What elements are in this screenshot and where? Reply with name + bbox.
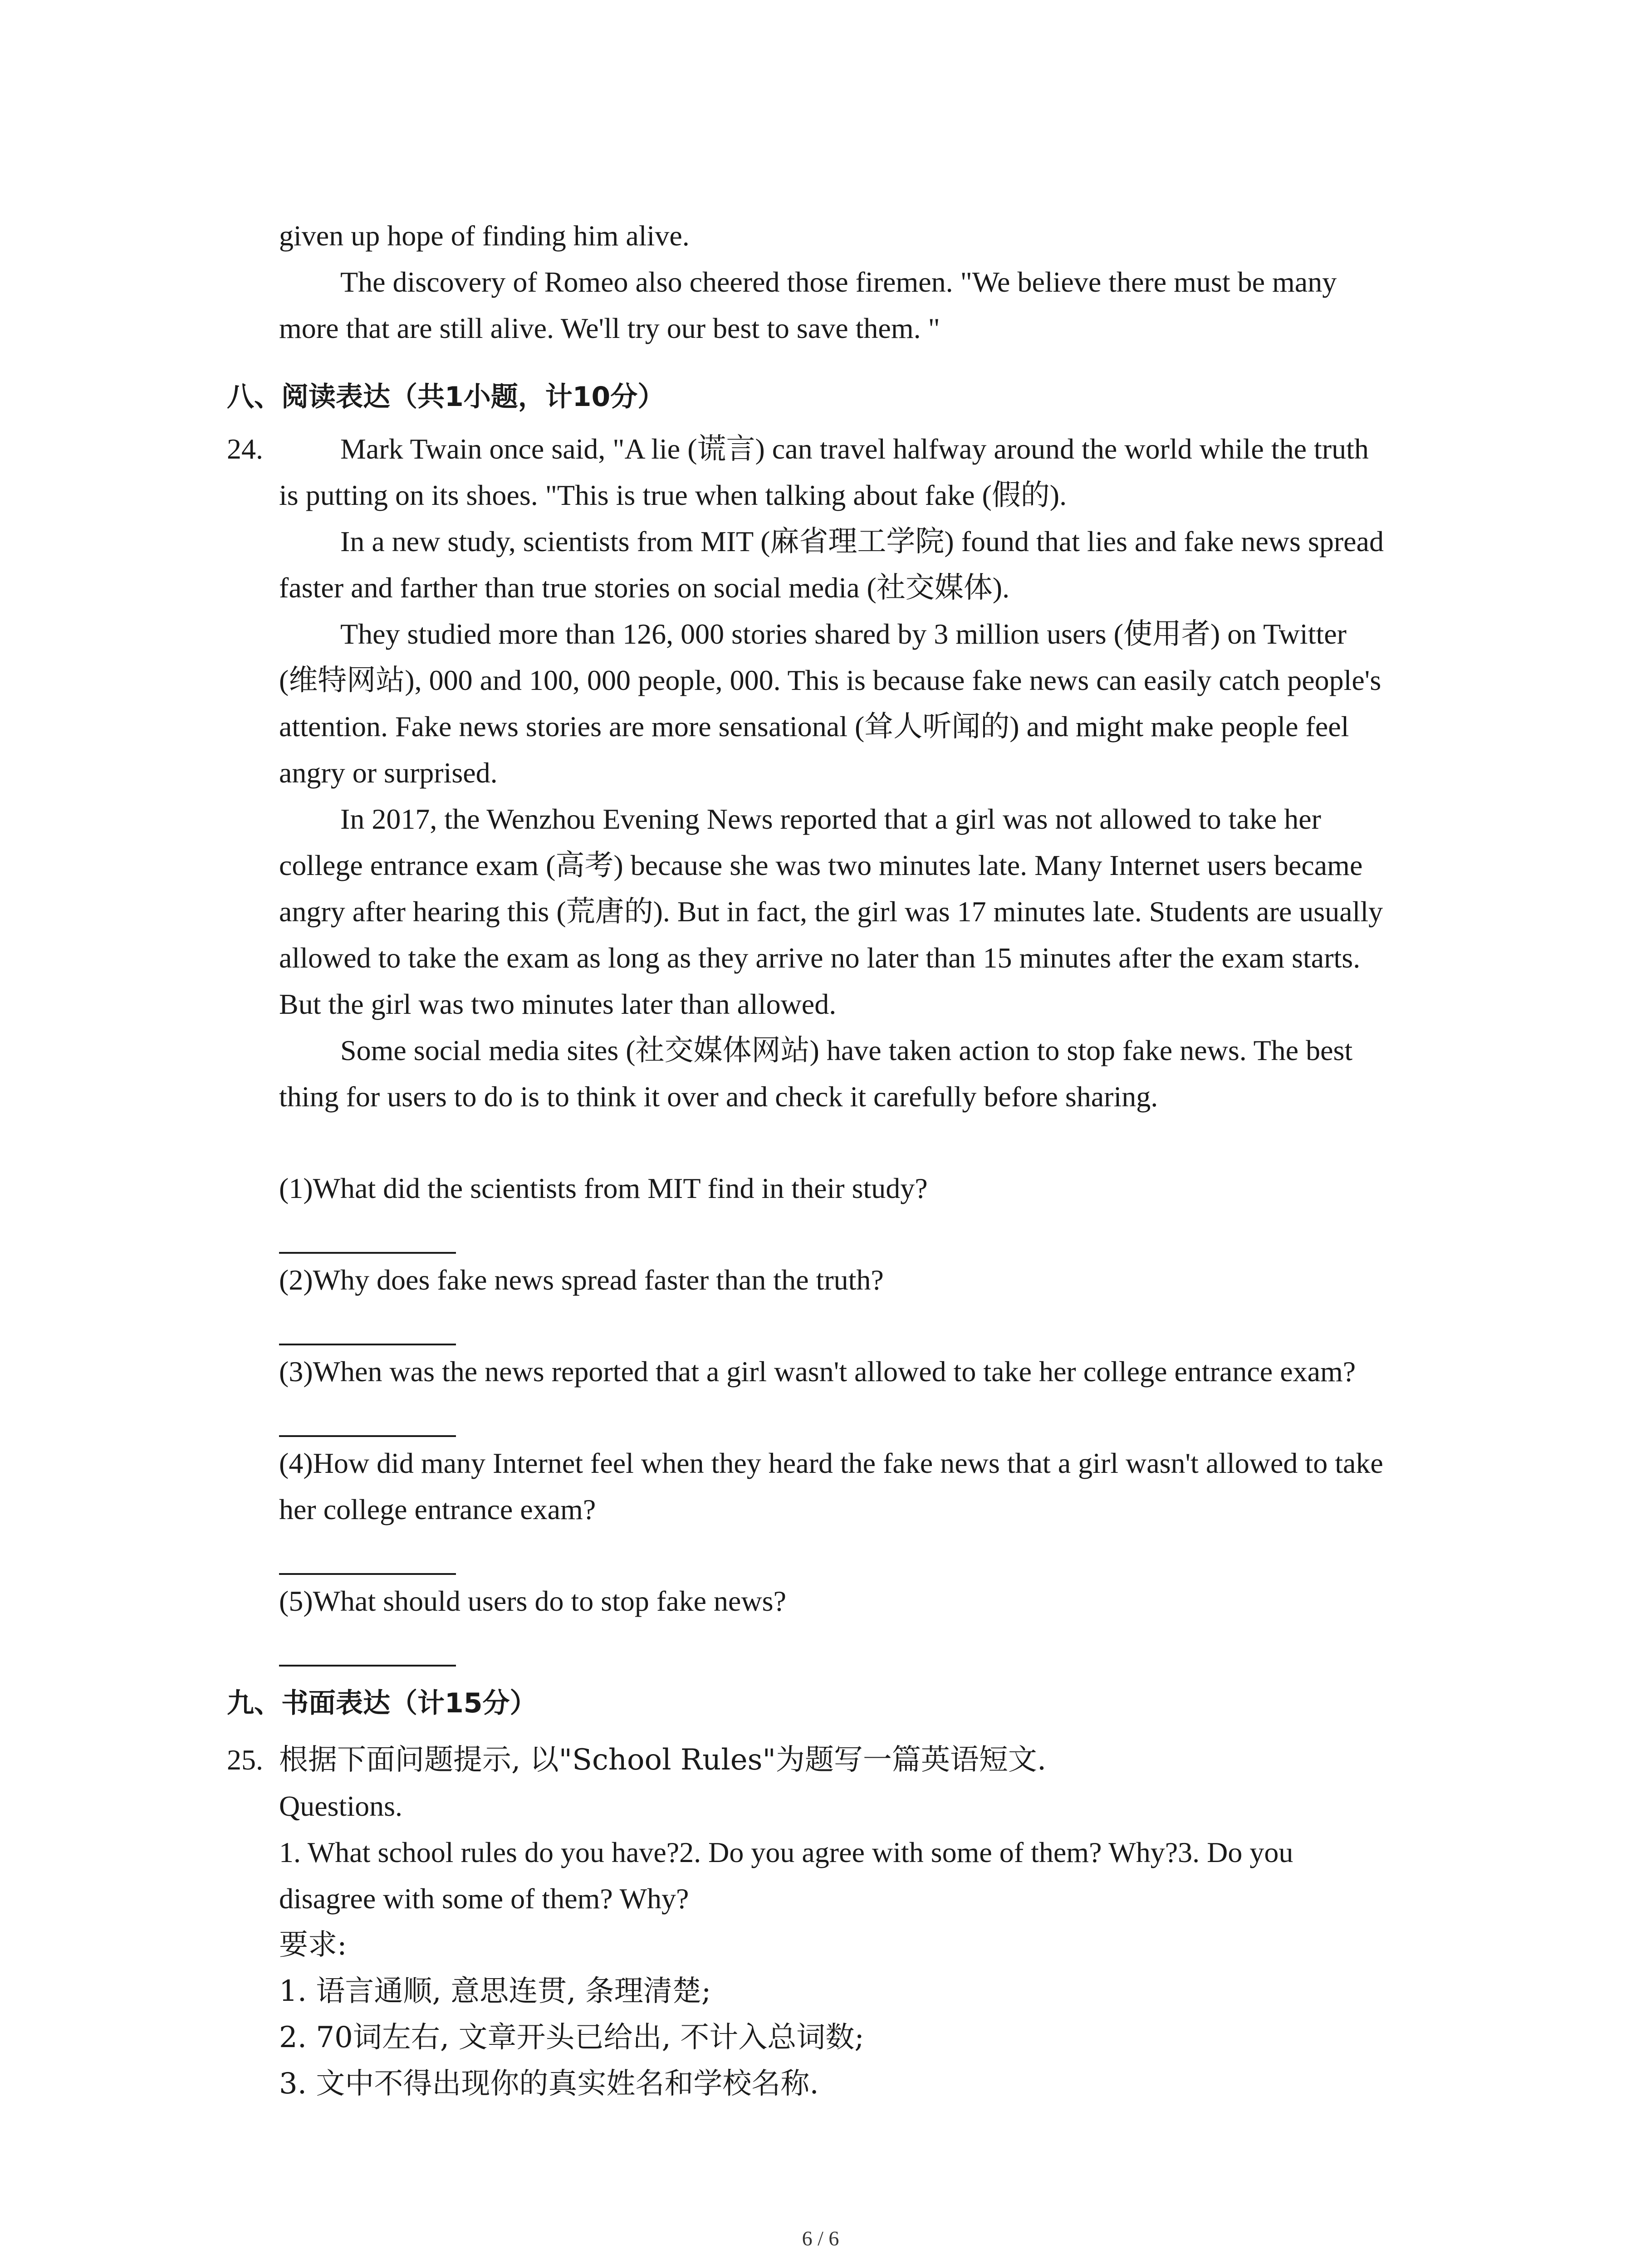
questions-label: Questions. — [279, 1790, 402, 1822]
page-number: 6 / 6 — [802, 2227, 839, 2250]
passage-line: faster and farther than true stories on social media (社交媒体). — [279, 572, 1010, 604]
passage-line: In 2017, the Wenzhou Evening News reported that a girl was not allowed to take her — [340, 803, 1321, 835]
passage-line: thing for users to do is to think it over and check it carefully before sharing. — [279, 1080, 1158, 1113]
passage-line: angry after hearing this (荒唐的). But in fact, the girl was 17 minutes late. Students are usually — [279, 895, 1383, 928]
sub-question-3: (3)When was the news reported that a girl wasn't allowed to take her college entrance exam? — [279, 1355, 1356, 1388]
question-number-25: 25. — [227, 1744, 263, 1776]
answer-blank-5[interactable] — [279, 1665, 456, 1667]
sub-question-1: (1)What did the scientists from MIT find in their study? — [279, 1172, 928, 1204]
section-heading-reading: 八、阅读表达（共1小题，计10分） — [227, 381, 665, 413]
sub-question-4: (4)How did many Internet feel when they heard the fake news that a girl wasn't allowed to take — [279, 1447, 1383, 1479]
section-heading-writing: 九、书面表达（计15分） — [227, 1687, 537, 1719]
writing-question-line: 1. What school rules do you have?2. Do you agree with some of them? Why?3. Do you — [279, 1836, 1293, 1868]
passage-line: But the girl was two minutes later than allowed. — [279, 988, 837, 1020]
continuation-line-2: The discovery of Romeo also cheered those firemen. "We believe there must be many — [340, 266, 1337, 298]
continuation-line-3: more that are still alive. We'll try our best to save them. " — [279, 312, 940, 344]
sub-question-5: (5)What should users do to stop fake news? — [279, 1585, 786, 1617]
requirement-item: 1. 语言通顺, 意思连贯, 条理清楚; — [279, 1975, 711, 2008]
answer-blank-2[interactable] — [279, 1344, 456, 1345]
question-number-24: 24. — [227, 433, 263, 465]
passage-line: Some social media sites (社交媒体网站) have taken action to stop fake news. The best — [340, 1034, 1353, 1066]
writing-prompt: 根据下面问题提示, 以"School Rules"为题写一篇英语短文. — [279, 1743, 1047, 1777]
requirement-item: 2. 70词左右, 文章开头已给出, 不计入总词数; — [279, 2021, 864, 2054]
passage-line: is putting on its shoes. "This is true when talking about fake (假的). — [279, 479, 1067, 511]
requirements-label: 要求: — [279, 1928, 347, 1962]
continuation-line-1: given up hope of finding him alive. — [279, 220, 690, 252]
requirement-item: 3. 文中不得出现你的真实姓名和学校名称. — [279, 2067, 819, 2101]
passage-line: allowed to take the exam as long as they arrive no later than 15 minutes after the exam starts. — [279, 942, 1361, 974]
sub-question-2: (2)Why does fake news spread faster than the truth? — [279, 1264, 884, 1296]
passage-line: They studied more than 126, 000 stories shared by 3 million users (使用者) on Twitter — [340, 618, 1347, 650]
passage-line: attention. Fake news stories are more sensational (耸人听闻的) and might make people feel — [279, 710, 1349, 743]
writing-question-line: disagree with some of them? Why? — [279, 1882, 689, 1915]
passage-line: In a new study, scientists from MIT (麻省理工学院) found that lies and fake news spread — [340, 525, 1384, 557]
passage-line: college entrance exam (高考) because she was two minutes late. Many Internet users became — [279, 849, 1363, 881]
passage-line: Mark Twain once said, "A lie (谎言) can travel halfway around the world while the truth — [340, 433, 1369, 465]
answer-blank-3[interactable] — [279, 1435, 456, 1437]
answer-blank-4[interactable] — [279, 1573, 456, 1575]
passage-line: (维特网站), 000 and 100, 000 people, 000. This is because fake news can easily catch people's — [279, 664, 1381, 696]
sub-question-4-cont: her college entrance exam? — [279, 1493, 596, 1525]
passage-line: angry or surprised. — [279, 757, 498, 789]
answer-blank-1[interactable] — [279, 1252, 456, 1254]
